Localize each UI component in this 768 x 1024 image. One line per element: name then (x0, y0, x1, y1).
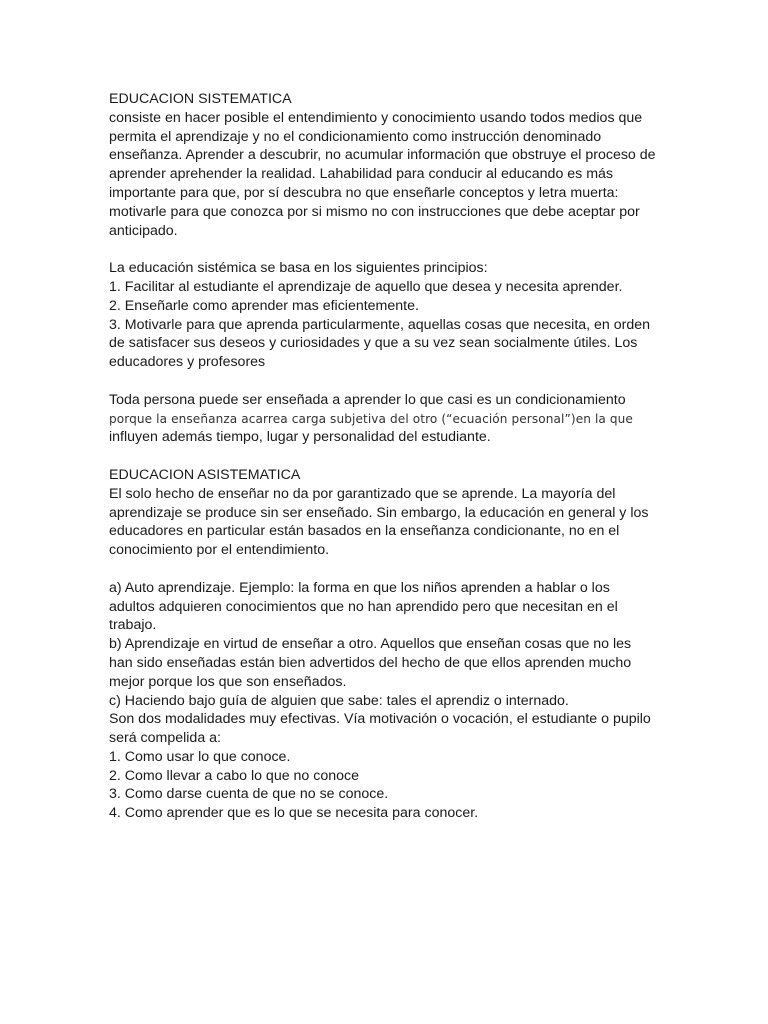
paragraph-line: permita el aprendizaje y no el condicionamiento como instrucción denominado (109, 128, 602, 145)
paragraph-line: motivarle para que conozca por si mismo no con instrucciones que debe aceptar por (109, 203, 640, 220)
section-toda-persona (109, 391, 669, 447)
list-item: 2. Como llevar a cabo lo que no conoce (109, 767, 360, 784)
heading-educacion-sistematica: EDUCACION SISTEMATICA (109, 91, 292, 107)
list-item: 4. Como aprender que es lo que se necesita para conocer. (109, 805, 479, 822)
paragraph-line: será compelida a: (109, 730, 221, 747)
paragraph-line: han sido enseñadas están bien advertidos del hecho de que ellos aprenden mucho (109, 654, 632, 671)
paragraph-spacer (109, 372, 669, 391)
paragraph-spacer (109, 240, 669, 259)
paragraph-line: mejor porque los que son enseñados. (109, 673, 347, 690)
paragraph-line: adultos adquieren conocimientos que no han aprendido pero que necesitan en el (109, 598, 618, 615)
paragraph-line: anticipado. (109, 222, 178, 239)
section-modalidades (109, 579, 669, 823)
heading-educacion-asistematica: EDUCACION ASISTEMATICA (109, 466, 301, 483)
paragraph-line: Toda persona puede ser enseñada a aprender lo que casi es un condicionamiento (109, 391, 626, 408)
paragraph-line: aprendizaje se produce sin ser enseñado. Sin embargo, la educación en general y los (109, 504, 649, 521)
list-item: b) Aprendizaje en virtud de enseñar a otro. Aquellos que enseñan cosas que no les (109, 636, 632, 653)
paragraph-line: porque la enseñanza acarrea carga subjetiva del otro (“ecuación personal”)en la que (109, 411, 633, 426)
paragraph-line: conocimiento por el entendimiento. (109, 542, 330, 559)
paragraph-spacer (109, 560, 669, 579)
paragraph-line: consiste en hacer posible el entendimiento y conocimiento usando todos medios que (109, 109, 643, 126)
paragraph-line: aprender aprehender la realidad. Lahabilidad para conducir al educando es más (109, 166, 614, 183)
paragraph-line: trabajo. (109, 617, 157, 634)
paragraph-line: de satisfacer sus deseos y curiosidades y que a su vez sean socialmente útiles. Los (109, 335, 638, 352)
paragraph-line: importante para que, por sí descubra no que enseñarle conceptos y letra muerta: (109, 184, 619, 201)
section-educacion-asistematica (109, 466, 669, 560)
document-page (109, 90, 669, 823)
list-item: 3. Como darse cuenta de que no se conoce. (109, 786, 389, 803)
paragraph-line: educadores en particular están basados en la enseñanza condicionante, no en el (109, 523, 620, 540)
paragraph-spacer (109, 447, 669, 466)
paragraph-line: La educación sistémica se basa en los siguientes principios: (109, 260, 488, 277)
section-educacion-sistematica (109, 90, 669, 240)
section-principios (109, 259, 669, 372)
paragraph-line: Son dos modalidades muy efectivas. Vía motivación o vocación, el estudiante o pupilo (109, 711, 651, 728)
paragraph-line: educadores y profesores (109, 354, 266, 371)
paragraph-line: enseñanza. Aprender a descubrir, no acumular información que obstruye el proceso de (109, 147, 656, 164)
list-item: 1. Facilitar al estudiante el aprendizaje de aquello que desea y necesita aprender. (109, 278, 623, 295)
list-item: 3. Motivarle para que aprenda particularmente, aquellas cosas que necesita, en orden (109, 316, 651, 333)
list-item: c) Haciendo bajo guía de alguien que sabe: tales el aprendiz o internado. (109, 692, 569, 709)
list-item: 2. Enseñarle como aprender mas eficientemente. (109, 297, 419, 314)
paragraph-line: El solo hecho de enseñar no da por garantizado que se aprende. La mayoría del (109, 485, 616, 502)
paragraph-line: influyen además tiempo, lugar y personalidad del estudiante. (109, 429, 491, 446)
list-item: 1. Como usar lo que conoce. (109, 748, 291, 765)
list-item: a) Auto aprendizaje. Ejemplo: la forma en que los niños aprenden a hablar o los (109, 579, 610, 596)
